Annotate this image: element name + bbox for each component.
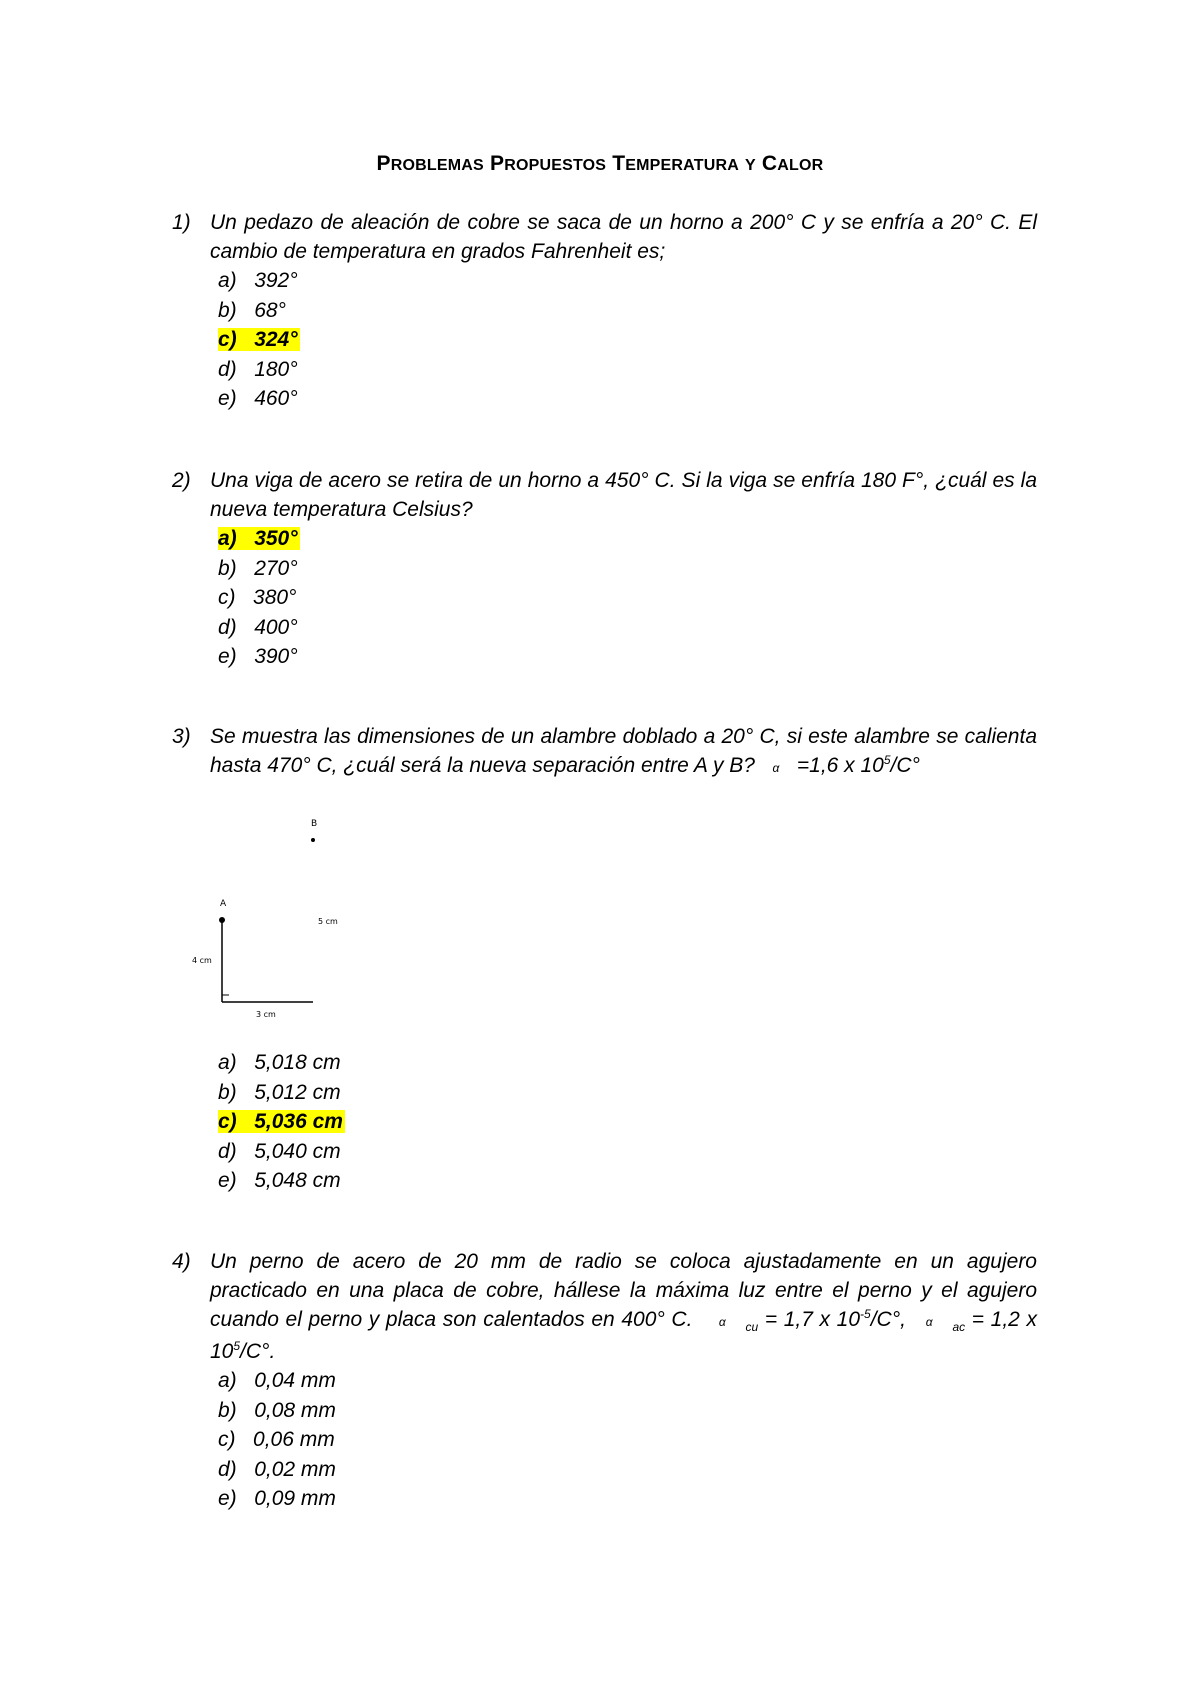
option-b bbox=[218, 296, 1037, 326]
option-label: a) bbox=[218, 527, 237, 550]
option-c-correct bbox=[218, 1107, 1037, 1137]
question-number: 4) bbox=[172, 1250, 191, 1273]
coefficient: =1,6 x 10 bbox=[796, 754, 884, 777]
bent-wire-figure bbox=[180, 810, 380, 1030]
option-value: 180° bbox=[254, 357, 298, 381]
exponent-cu: -5 bbox=[860, 1307, 871, 1321]
question-4 bbox=[172, 1247, 1037, 1514]
option-label: c) bbox=[218, 1110, 237, 1133]
option-b bbox=[218, 554, 1037, 584]
option-label: a) bbox=[218, 1051, 237, 1074]
title-word: Y bbox=[745, 157, 756, 174]
option-value: 270° bbox=[254, 556, 298, 580]
highlighted-answer bbox=[218, 527, 300, 550]
option-label: c) bbox=[218, 1428, 236, 1451]
option-c-correct bbox=[218, 325, 1037, 355]
label-vertical-length: 4 cm bbox=[192, 956, 212, 965]
option-a bbox=[218, 266, 1037, 296]
title-word-rest: ROPUESTOS bbox=[504, 157, 607, 174]
label-horizontal-length: 3 cm bbox=[256, 1010, 276, 1019]
option-list bbox=[218, 524, 1037, 672]
option-label: c) bbox=[218, 328, 237, 351]
title-word-rest: ALOR bbox=[777, 157, 824, 174]
option-label: e) bbox=[218, 1487, 237, 1510]
page-title bbox=[0, 152, 1200, 176]
question-text-block bbox=[210, 722, 1037, 783]
option-value: 68° bbox=[254, 298, 286, 322]
option-d bbox=[218, 613, 1037, 643]
question-3-options bbox=[172, 1048, 1037, 1196]
label-ab-length: 5 cm bbox=[318, 917, 338, 926]
option-c bbox=[218, 583, 1037, 613]
unit: /C° bbox=[890, 754, 920, 777]
question-3 bbox=[172, 722, 1037, 783]
figure-label-a: A bbox=[220, 899, 227, 909]
option-d bbox=[218, 1137, 1037, 1167]
option-list bbox=[218, 1366, 1037, 1514]
option-value: 460° bbox=[254, 387, 298, 410]
point-b bbox=[311, 838, 315, 842]
option-label: a) bbox=[218, 269, 237, 292]
option-e bbox=[218, 642, 1037, 672]
highlighted-answer bbox=[218, 328, 300, 351]
option-value: 5,018 cm bbox=[254, 1051, 341, 1074]
option-a bbox=[218, 1048, 1037, 1078]
option-value: 5,012 cm bbox=[254, 1080, 341, 1104]
coefficient-cu: = 1,7 x 10 bbox=[764, 1308, 861, 1331]
option-value: 5,048 cm bbox=[254, 1169, 341, 1192]
question-text: Un pedazo de aleación de cobre se saca de un horno a 200° C y se enfría a 20° C. El cambio de temperatura en grados Fahrenheit es; bbox=[210, 211, 1037, 263]
alpha-symbol: α bbox=[718, 1315, 726, 1329]
option-list bbox=[218, 1048, 1037, 1196]
option-a bbox=[218, 1366, 1037, 1396]
title-word-rest: EMPERATURA bbox=[625, 157, 739, 174]
question-2 bbox=[172, 466, 1037, 672]
option-label: b) bbox=[218, 298, 237, 322]
question-number: 3) bbox=[172, 725, 191, 748]
exponent-ac: 5 bbox=[233, 1339, 241, 1353]
option-label: b) bbox=[218, 1398, 237, 1422]
title-word-rest: ROBLEMAS bbox=[390, 157, 484, 174]
option-e bbox=[218, 384, 1037, 414]
title-word: C bbox=[761, 152, 778, 175]
option-label: c) bbox=[218, 586, 236, 609]
question-text: Una viga de acero se retira de un horno a 450° C. Si la viga se enfría 180 F°, ¿cuál es la nueva temperatura Celsius? bbox=[210, 469, 1037, 521]
option-d bbox=[218, 1455, 1037, 1485]
option-label: e) bbox=[218, 387, 237, 410]
subscript-ac: ac bbox=[952, 1320, 966, 1335]
option-value: 0,06 mm bbox=[253, 1428, 335, 1451]
option-label: d) bbox=[218, 1139, 237, 1163]
title-word: P bbox=[489, 152, 505, 175]
option-value: 5,036 cm bbox=[254, 1110, 343, 1133]
option-label: e) bbox=[218, 645, 237, 668]
alpha-symbol: α bbox=[772, 761, 780, 775]
highlighted-answer bbox=[218, 1110, 345, 1133]
option-d bbox=[218, 355, 1037, 385]
option-value: 0,09 mm bbox=[254, 1487, 336, 1510]
question-text: Un perno de acero de 20 mm de radio se coloca ajustadamente en un agujero practicado en una placa de cobre, hállese la máxima luz entre el perno y el agujero cuando el perno y placa son calentados en 400° C. bbox=[210, 1250, 1037, 1331]
question-text: Se muestra las dimensiones de un alambre doblado a 20° C, si este alambre se calienta hasta 470° C, ¿cuál será la nueva separación entre A y B? bbox=[210, 725, 1037, 777]
option-label: b) bbox=[218, 556, 237, 580]
figure-label-b: B bbox=[311, 819, 318, 829]
option-a-correct bbox=[218, 524, 1037, 554]
option-value: 380° bbox=[253, 586, 297, 609]
option-label: a) bbox=[218, 1369, 237, 1392]
title-word: T bbox=[612, 152, 626, 175]
question-1 bbox=[172, 208, 1037, 414]
option-label: d) bbox=[218, 357, 237, 381]
option-e bbox=[218, 1166, 1037, 1196]
option-b bbox=[218, 1396, 1037, 1426]
exponent: 5 bbox=[883, 753, 891, 767]
option-e bbox=[218, 1484, 1037, 1514]
alpha-symbol: α bbox=[925, 1315, 933, 1329]
coefficient-ac: = 1,2 x 10 bbox=[210, 1308, 1037, 1363]
option-value: 0,04 mm bbox=[254, 1369, 336, 1392]
unit-ac: /C°. bbox=[240, 1340, 276, 1363]
option-label: e) bbox=[218, 1169, 237, 1192]
option-value: 0,02 mm bbox=[254, 1457, 336, 1481]
option-value: 0,08 mm bbox=[254, 1398, 336, 1422]
question-number: 2) bbox=[172, 469, 191, 492]
option-label: d) bbox=[218, 615, 237, 639]
option-label: d) bbox=[218, 1457, 237, 1481]
subscript-cu: cu bbox=[745, 1320, 759, 1335]
option-value: 324° bbox=[254, 328, 298, 351]
option-value: 350° bbox=[254, 527, 298, 550]
option-value: 400° bbox=[254, 615, 298, 639]
option-label: b) bbox=[218, 1080, 237, 1104]
option-value: 392° bbox=[254, 269, 298, 292]
title-word: P bbox=[376, 152, 391, 175]
question-text-block bbox=[210, 1247, 1037, 1366]
question-number: 1) bbox=[172, 211, 191, 234]
option-c bbox=[218, 1425, 1037, 1455]
option-value: 390° bbox=[254, 645, 298, 668]
option-b bbox=[218, 1078, 1037, 1108]
unit-cu: /C°, bbox=[870, 1308, 906, 1331]
option-value: 5,040 cm bbox=[254, 1139, 341, 1163]
option-list bbox=[218, 266, 1037, 414]
